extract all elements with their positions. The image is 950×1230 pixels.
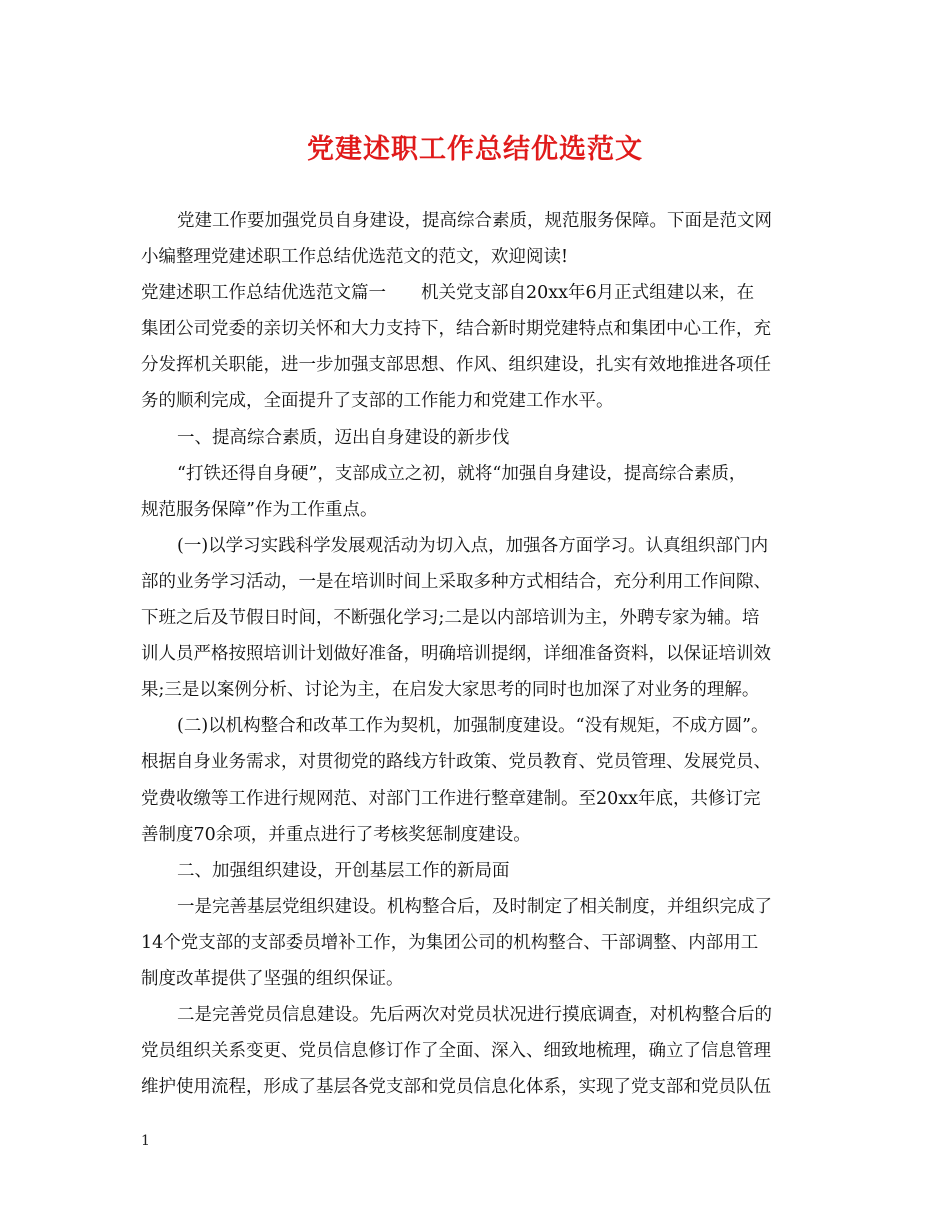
text-line: 规范服务保障”作为工作重点。 bbox=[141, 499, 378, 520]
document-title: 党建述职工作总结优选范文 bbox=[307, 134, 643, 165]
text-line: 小编整理党建述职工作总结优选范文的范文，欢迎阅读! bbox=[141, 247, 569, 268]
text-line: 果;三是以案例分析、讨论为主，在启发大家思考的同时也加深了对业务的理解。 bbox=[141, 680, 760, 701]
page-number: 1 bbox=[141, 1133, 150, 1149]
text-line: 党建工作要加强党员自身建设，提高综合素质，规范服务保障。下面是范文网 bbox=[177, 211, 772, 231]
text-line: 党建述职工作总结优选范文篇一 机关党支部自20xx年6月正式组建以来，在 bbox=[141, 283, 755, 304]
text-line: 党费收缴等工作进行规网范、对部门工作进行整章建制。至20xx年底，共修订完 bbox=[141, 788, 761, 809]
text-line: 制度改革提供了坚强的组织保证。 bbox=[141, 968, 404, 989]
text-line: “打铁还得自身硬”，支部成立之初，就将“加强自身建设，提高综合素质， bbox=[177, 463, 747, 484]
text-line: 党员组织关系变更、党员信息修订作了全面、深入、细致地梳理，确立了信息管理 bbox=[141, 1041, 771, 1062]
text-line: 善制度70余项，并重点进行了考核奖惩制度建设。 bbox=[141, 824, 531, 845]
text-line: 二是完善党员信息建设。先后两次对党员状况进行摸底调查，对机构整合后的 bbox=[177, 1005, 772, 1026]
text-line: 一、提高综合素质，迈出自身建设的新步伐 bbox=[177, 427, 510, 448]
text-line: (二)以机构整合和改革工作为契机，加强制度建设。“没有规矩，不成方圆”。 bbox=[177, 716, 769, 737]
text-line: 维护使用流程，形成了基层各党支部和党员信息化体系，实现了党支部和党员队伍 bbox=[141, 1077, 771, 1098]
text-line: 二、加强组织建设，开创基层工作的新局面 bbox=[177, 860, 510, 881]
text-line: 务的顺利完成，全面提升了支部的工作能力和党建工作水平。 bbox=[141, 391, 614, 412]
text-line: (一)以学习实践科学发展观活动为切入点，加强各方面学习。认真组织部门内 bbox=[177, 535, 769, 556]
text-line: 一是完善基层党组织建设。机构整合后，及时制定了相关制度，并组织完成了 bbox=[177, 896, 772, 917]
text-line: 根据自身业务需求，对贯彻党的路线方针政策、党员教育、党员管理、发展党员、 bbox=[141, 752, 771, 773]
document-body bbox=[141, 203, 819, 1105]
text-line: 集团公司党委的亲切关怀和大力支持下，结合新时期党建特点和集团中心工作，充 bbox=[141, 319, 771, 340]
text-line: 分发挥机关职能，进一步加强支部思想、作风、组织建设，扎实有效地推进各项任 bbox=[141, 355, 771, 376]
text-line: 训人员严格按照培训计划做好准备，明确培训提纲，详细准备资料，以保证培训效 bbox=[141, 644, 771, 665]
text-line: 14个党支部的支部委员增补工作，为集团公司的机构整合、干部调整、内部用工 bbox=[141, 932, 759, 953]
text-line: 部的业务学习活动，一是在培训时间上采取多种方式相结合，充分利用工作间隙、 bbox=[141, 571, 771, 592]
text-line: 下班之后及节假日时间，不断强化学习;二是以内部培训为主，外聘专家为辅。培 bbox=[141, 608, 760, 629]
